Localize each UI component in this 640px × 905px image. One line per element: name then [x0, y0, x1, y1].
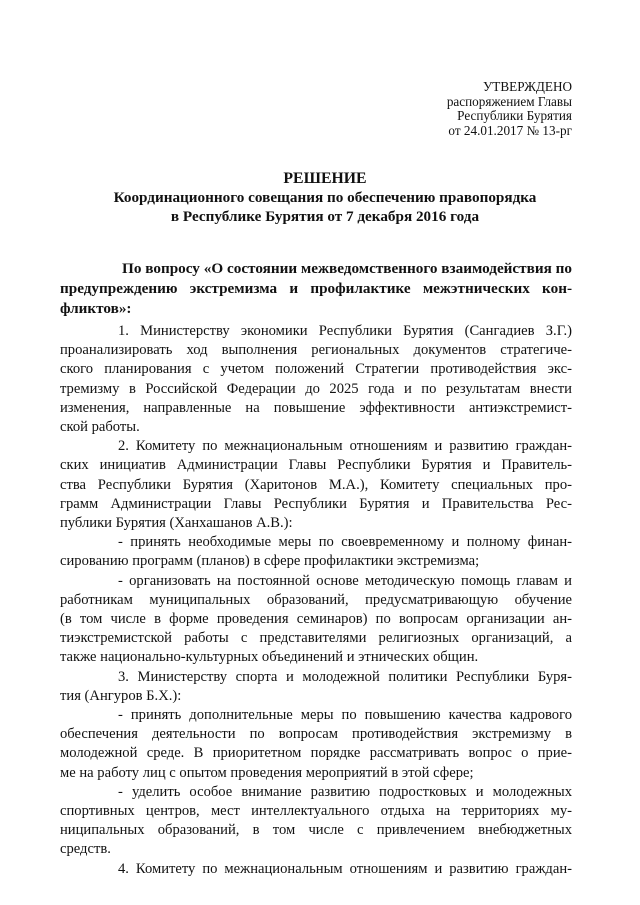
body-line: также национально-культурных объединений и этнических общин. [60, 649, 479, 666]
body-line: ме на работу лиц с опытом проведения мероприятий в этой сфере; [60, 764, 474, 781]
body-line: проанализировать ход выполнения региональных документов стратегиче- [60, 342, 572, 359]
document-subtitle: Координационного совещания по обеспечению правопорядка [113, 189, 537, 206]
approval-line: распоряжением Главы [446, 93, 572, 109]
question-line: предупреждению экстремизма и профилактике межэтнических кон- [60, 280, 572, 297]
question-heading [60, 259, 572, 319]
body-line: тремизму в Российской Федерации до 2025 года и по результатам внести [60, 380, 572, 397]
question-line: фликтов»: [60, 300, 132, 317]
body-line: публики Бурятия (Ханхашанов А.В.): [60, 515, 293, 532]
body-line: (в том числе в форме проведения семинаров) по вопросам организации ан- [60, 611, 572, 628]
approval-line: от 24.01.2017 № 13-рг [448, 122, 572, 138]
approval-line: Республики Бурятия [457, 108, 572, 123]
body-line: грамм Администрации Главы Республики Бурятия и Правительства Рес- [60, 495, 572, 512]
body-line: ниципальных образований, в том числе с привлечением внебюджетных [60, 822, 572, 839]
body-line: - принять необходимые меры по своевременному и полному финан- [118, 534, 572, 551]
question-line: По вопросу «О состоянии межведомственного взаимодействия по [122, 260, 572, 277]
approval-stamp [352, 80, 572, 138]
body-line: ского планирования с учетом положений Стратегии противодействия экс- [60, 361, 572, 378]
body-line: - уделить особое внимание развитию подростковых и молодежных [118, 783, 572, 800]
body-line: 3. Министерству спорта и молодежной политики Республики Буря- [118, 668, 572, 685]
body-line: 2. Комитету по межнациональным отношениям и развитию граждан- [118, 438, 572, 455]
approval-line: УТВЕРЖДЕНО [482, 79, 572, 94]
body-line: молодежной среде. В приоритетном порядке рассматривать вопрос о прие- [60, 745, 572, 762]
document-title [60, 170, 590, 226]
document-heading: РЕШЕНИЕ [283, 170, 367, 187]
body-line: ских инициатив Администрации Главы Республики Бурятия и Правитель- [60, 457, 572, 474]
body-line: ской работы. [60, 419, 140, 436]
body-line: спортивных центров, мест интеллектуального отдыха на территориях му- [60, 803, 572, 820]
body-line: обеспечения деятельности по вопросам противодействия экстремизму в [60, 726, 572, 743]
body-line: работникам муниципальных образований, предусматривающую обучение [60, 591, 572, 608]
body-line: тиэкстремистской работы с представителями религиозных организаций, а [60, 630, 572, 647]
body-line: изменения, направленные на повышение эффективности антиэкстремист- [60, 399, 572, 416]
body-line: сированию программ (планов) в сфере профилактики экстремизма; [60, 553, 480, 570]
body-line: - принять дополнительные меры по повышению качества кадрового [118, 707, 572, 724]
body-line: тия (Ангуров Б.Х.): [60, 687, 182, 704]
body-line: - организовать на постоянной основе методическую помощь главам и [118, 572, 572, 589]
document-subtitle: в Республике Бурятия от 7 декабря 2016 года [170, 208, 480, 225]
body-line: 1. Министерству экономики Республики Бурятия (Сангадиев З.Г.) [118, 323, 572, 339]
body-line: 4. Комитету по межнациональным отношениям и развитию граждан- [118, 860, 572, 877]
body-line: средств. [60, 841, 111, 858]
document-body [60, 322, 572, 879]
body-line: ства Республики Бурятия (Харитонов М.А.), Комитету специальных про- [60, 476, 572, 493]
